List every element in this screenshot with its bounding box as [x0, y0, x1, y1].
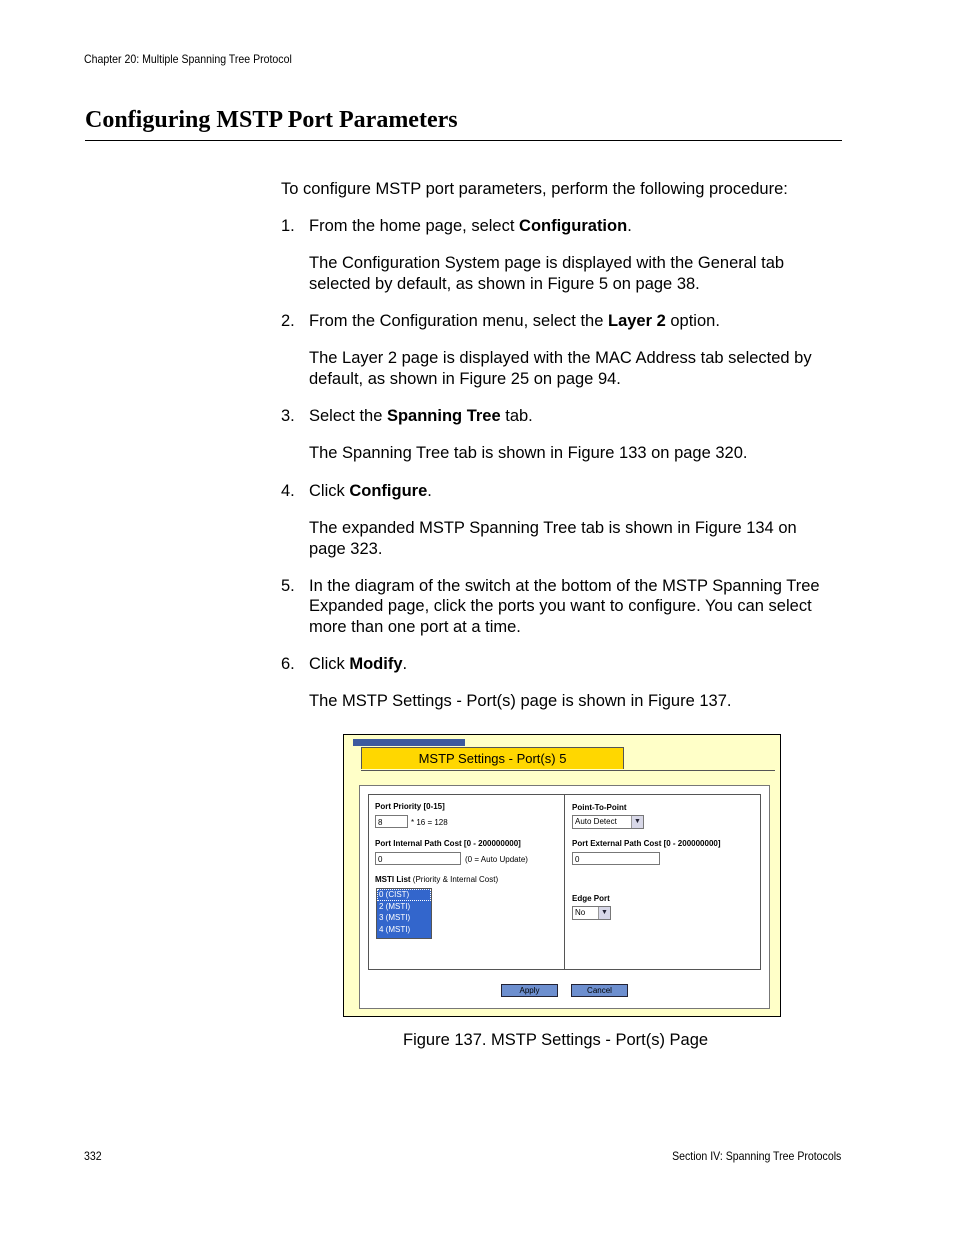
step-text: Click Modify.	[309, 655, 408, 673]
msti-listbox[interactable]	[376, 888, 432, 939]
step-text: From the home page, select Configuration.	[309, 217, 632, 235]
edge-port-select[interactable]: No ▼	[572, 906, 611, 920]
step-result: page 323.	[309, 540, 383, 558]
step-number: 6.	[281, 655, 295, 673]
external-cost-input[interactable]: 0	[572, 852, 660, 865]
settings-panel	[359, 785, 770, 1009]
ui-term: Configuration	[519, 217, 628, 235]
step-text: In the diagram of the switch at the bottom of the MSTP Spanning Tree	[309, 577, 820, 595]
internal-cost-label: Port Internal Path Cost [0 - 200000000]	[375, 839, 521, 848]
step-number: 2.	[281, 312, 295, 330]
msti-option[interactable]: 0 (CIST)	[377, 889, 431, 901]
panel-title-tab: MSTP Settings - Port(s) 5	[361, 747, 624, 769]
ui-term: Modify	[349, 655, 403, 673]
apply-button[interactable]: Apply	[501, 984, 558, 997]
step-text: Click Configure.	[309, 482, 432, 500]
step-result: selected by default, as shown in Figure 5 on page 38.	[309, 275, 700, 293]
ui-term: Layer 2	[607, 312, 666, 330]
msti-list-label: MSTI List (Priority & Internal Cost)	[375, 875, 499, 884]
intro-paragraph: To configure MSTP port parameters, perform the following procedure:	[281, 180, 788, 198]
port-priority-input[interactable]: 8	[375, 815, 408, 828]
step-number: 3.	[281, 407, 295, 425]
footer-section-title: Section IV: Spanning Tree Protocols	[671, 1149, 841, 1163]
tab-strip	[353, 739, 465, 746]
external-cost-label: Port External Path Cost [0 - 200000000]	[572, 839, 721, 848]
column-divider	[564, 795, 565, 969]
edge-port-label: Edge Port	[572, 894, 610, 903]
step-text: From the Configuration menu, select the Layer 2 option.	[309, 312, 720, 330]
step-number: 1.	[281, 217, 295, 235]
port-priority-label: Port Priority [0-15]	[375, 802, 445, 811]
ui-term: Configure	[349, 482, 428, 500]
chevron-down-icon: ▼	[598, 907, 610, 919]
port-priority-note: * 16 = 128	[411, 818, 448, 827]
step-result: The Spanning Tree tab is shown in Figure 133 on page 320.	[309, 444, 748, 462]
internal-cost-note: (0 = Auto Update)	[465, 855, 528, 864]
page-number: 332	[84, 1149, 102, 1163]
step-result: The Configuration System page is displayed with the General tab	[309, 254, 785, 272]
step-result: The MSTP Settings - Port(s) page is shown in Figure 137.	[309, 692, 732, 710]
step-text: Select the Spanning Tree tab.	[309, 407, 533, 425]
ui-term: Spanning Tree	[386, 407, 501, 425]
cancel-button[interactable]: Cancel	[571, 984, 628, 997]
step-number: 5.	[281, 577, 295, 595]
msti-option[interactable]: 3 (MSTI)	[379, 913, 411, 922]
step-result: The expanded MSTP Spanning Tree tab is shown in Figure 134 on	[309, 519, 797, 537]
step-result: default, as shown in Figure 25 on page 94.	[309, 370, 621, 388]
msti-option[interactable]: 2 (MSTI)	[379, 901, 411, 911]
msti-option[interactable]: 4 (MSTI)	[379, 924, 411, 934]
mstp-settings-figure	[343, 734, 781, 1017]
title-rule	[85, 140, 842, 141]
title-divider	[361, 770, 775, 771]
step-text: more than one port at a time.	[309, 618, 521, 636]
step-text: Expanded page, click the ports you want to configure. You can select	[309, 597, 812, 615]
step-number: 4.	[281, 482, 295, 500]
page-title: Configuring MSTP Port Parameters	[85, 107, 458, 133]
internal-cost-input[interactable]: 0	[375, 852, 461, 865]
step-result: The Layer 2 page is displayed with the MAC Address tab selected by	[309, 349, 812, 367]
running-header: Chapter 20: Multiple Spanning Tree Protocol	[84, 52, 292, 66]
settings-form	[368, 794, 761, 970]
chevron-down-icon: ▼	[631, 816, 643, 828]
figure-caption: Figure 137. MSTP Settings - Port(s) Page	[403, 1031, 709, 1049]
point-to-point-select[interactable]: Auto Detect ▼	[572, 815, 644, 829]
point-to-point-label: Point-To-Point	[572, 803, 627, 812]
